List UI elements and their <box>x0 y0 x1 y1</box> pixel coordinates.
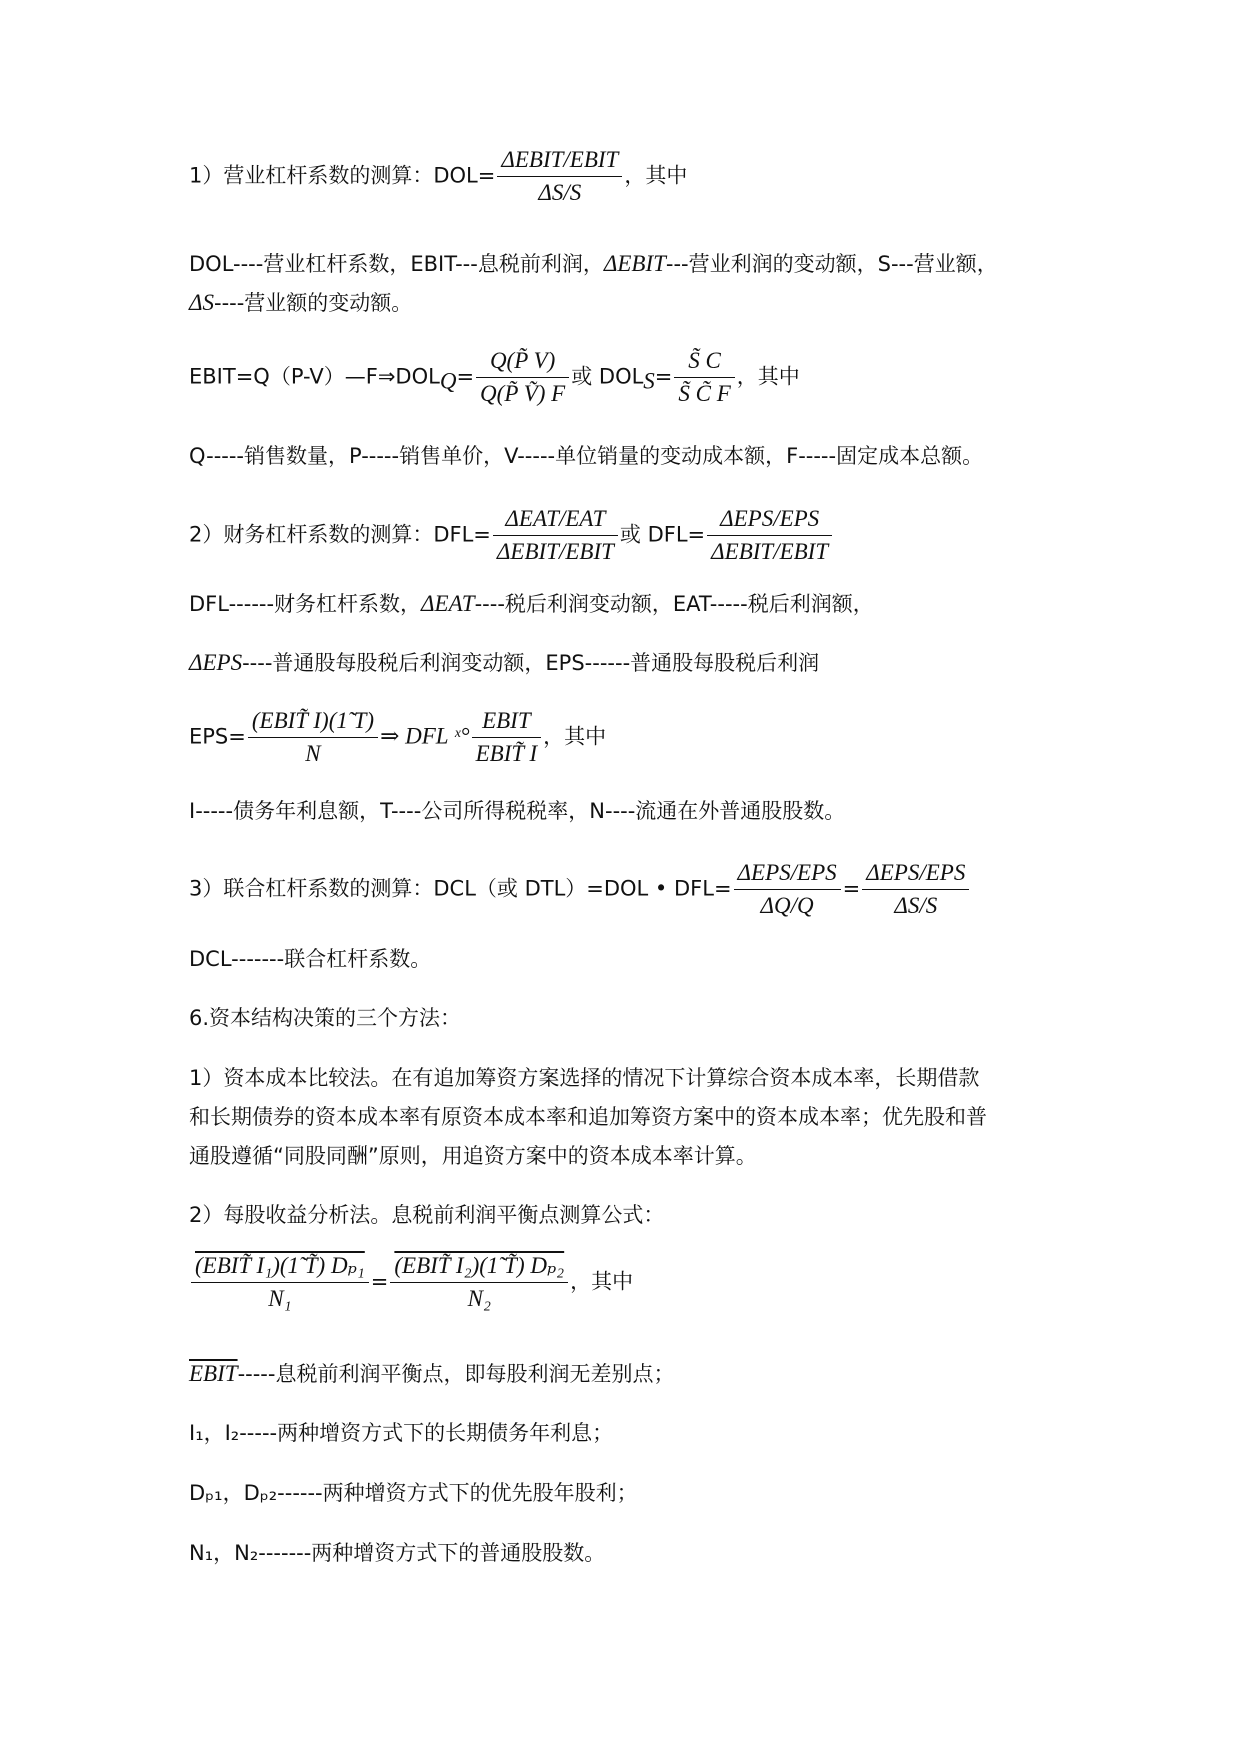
text-segment: -----息税前利润平衡点，即每股利润无差别点； <box>237 1362 675 1386</box>
i-t-n-definition-line: I-----债务年利息额，T----公司所得税税率，N----流通在外普通股股数。 <box>189 799 846 823</box>
interest-definition-line: I₁，I₂-----两种增资方式下的长期债务年利息； <box>189 1421 614 1445</box>
denominator: Q(P̃ Ṽ) F <box>480 381 566 406</box>
denominator: ΔQ/Q <box>760 893 814 918</box>
dol-definition-line <box>189 245 998 283</box>
ebit-dol-formula-line <box>189 345 800 410</box>
dfl-definition-line <box>189 585 874 623</box>
text-segment: 或 DOL <box>571 364 644 389</box>
dcl-formula-line <box>189 857 971 922</box>
denominator: EBIT̃ I <box>475 741 538 766</box>
dfl-fraction-2 <box>707 503 832 568</box>
implies-dfl: ⇒ DFL ˣ° <box>380 723 470 749</box>
dfl-formula-line <box>189 503 834 568</box>
text-segment: 2）财务杠杆系数的测算：DFL= <box>189 522 491 547</box>
eps-fraction <box>248 705 378 770</box>
paragraph-line: 2）每股收益分析法。息税前利润平衡点测算公式： <box>189 1203 665 1227</box>
dol-numerator: ΔEBIT/EBIT <box>497 144 622 177</box>
dfl-ebit-fraction <box>472 705 542 770</box>
eps-formula-line <box>189 705 606 770</box>
variables-definition-line: Q-----销售数量，P-----销售单价，V-----单位销量的变动成本额，F-----固定成本总额。 <box>189 444 984 468</box>
denominator: S̃ C̃ F <box>678 381 731 406</box>
numerator: ΔEPS/EPS <box>734 857 841 890</box>
dol-denominator: ΔS/S <box>538 180 582 205</box>
math-symbol: ΔS <box>189 290 214 315</box>
numerator: (EBIT̃ I₁)(1̃ T̃) Dₚ₁ <box>191 1250 369 1283</box>
text-segment: ，其中 <box>570 1269 634 1294</box>
ebit-bar-definition-line <box>189 1355 674 1393</box>
equals-sign: = <box>842 876 861 901</box>
numerator: ΔEPS/EPS <box>862 857 969 890</box>
ebit-balance-formula-line <box>189 1250 633 1315</box>
balance-fraction-1 <box>191 1250 369 1315</box>
text-segment: ，其中 <box>736 364 800 389</box>
text-segment: DOL----营业杠杆系数，EBIT---息税前利润， <box>189 252 604 276</box>
text-segment: 3）联合杠杆系数的测算：DCL（或 DTL）=DOL • DFL= <box>189 876 732 901</box>
section-heading: 6.资本结构决策的三个方法： <box>189 1006 462 1030</box>
dol-s-fraction <box>674 345 734 410</box>
text-segment: EPS= <box>189 724 246 749</box>
numerator: S̃ C <box>674 345 734 378</box>
math-symbol: ΔEAT <box>421 591 475 616</box>
numerator: ΔEAT/EAT <box>493 503 618 536</box>
denominator: ΔEBIT/EBIT <box>711 539 829 564</box>
dcl-fraction-2 <box>862 857 969 922</box>
denominator: N₂ <box>467 1286 491 1311</box>
dol-fraction <box>497 144 622 209</box>
balance-fraction-2 <box>390 1250 568 1315</box>
text-segment: ，其中 <box>543 724 607 749</box>
paragraph-line: 和长期债券的资本成本率有原资本成本率和追加筹资方案中的资本成本率；优先股和普 <box>189 1105 987 1129</box>
delta-eps-definition-line <box>189 644 819 682</box>
denominator: N <box>305 741 321 766</box>
subscript: S <box>643 368 655 394</box>
subscript: Q <box>439 368 457 394</box>
text-segment: ----营业额的变动额。 <box>214 291 413 315</box>
text-segment: DFL------财务杠杆系数， <box>189 592 422 616</box>
math-symbol: EBIT <box>189 1361 238 1386</box>
paragraph-line: 通股遵循“同股同酬”原则，用追资方案中的资本成本率计算。 <box>189 1144 757 1168</box>
numerator: EBIT <box>472 705 542 738</box>
math-symbol: ΔEBIT <box>603 251 666 276</box>
text-segment: EBIT=Q（P-V）—F⇒DOL <box>189 364 440 389</box>
delta-s-definition-line <box>189 284 412 322</box>
numerator: ΔEPS/EPS <box>707 503 832 536</box>
equals-sign: = <box>654 364 673 389</box>
dcl-definition-line: DCL-------联合杠杆系数。 <box>189 947 432 971</box>
text-segment: ----税后利润变动额，EAT-----税后利润额， <box>474 592 874 616</box>
denominator: N₁ <box>268 1286 292 1311</box>
numerator: (EBIT̃ I₂)(1̃ T̃) Dₚ₂ <box>390 1250 568 1283</box>
numerator: (EBIT̃ I)(1̃ T) <box>248 705 378 738</box>
dcl-fraction-1 <box>734 857 841 922</box>
equals-sign: = <box>370 1269 389 1294</box>
denominator: ΔS/S <box>894 893 938 918</box>
shares-definition-line: N₁，N₂-------两种增资方式下的普通股股数。 <box>189 1541 606 1565</box>
text-segment: ---营业利润的变动额，S---营业额， <box>665 252 998 276</box>
paragraph-line: 1）资本成本比较法。在有追加筹资方案选择的情况下计算综合资本成本率，长期借款 <box>189 1066 980 1090</box>
text-segment: 或 DFL= <box>619 522 706 547</box>
math-symbol: ΔEPS <box>189 650 243 675</box>
text-segment: ----普通股每股税后利润变动额，EPS------普通股每股税后利润 <box>242 651 820 675</box>
dividend-definition-line: Dₚ₁，Dₚ₂------两种增资方式下的优先股年股利； <box>189 1481 638 1505</box>
dol-q-fraction <box>476 345 569 410</box>
dfl-fraction-1 <box>493 503 618 568</box>
dol-suffix: ，其中 <box>624 163 688 188</box>
dol-formula-line <box>189 144 687 209</box>
numerator: Q(P̃ V) <box>476 345 569 378</box>
dol-prefix: 1）营业杠杆系数的测算：DOL= <box>189 163 496 188</box>
equals-sign: = <box>456 364 475 389</box>
denominator: ΔEBIT/EBIT <box>496 539 614 564</box>
